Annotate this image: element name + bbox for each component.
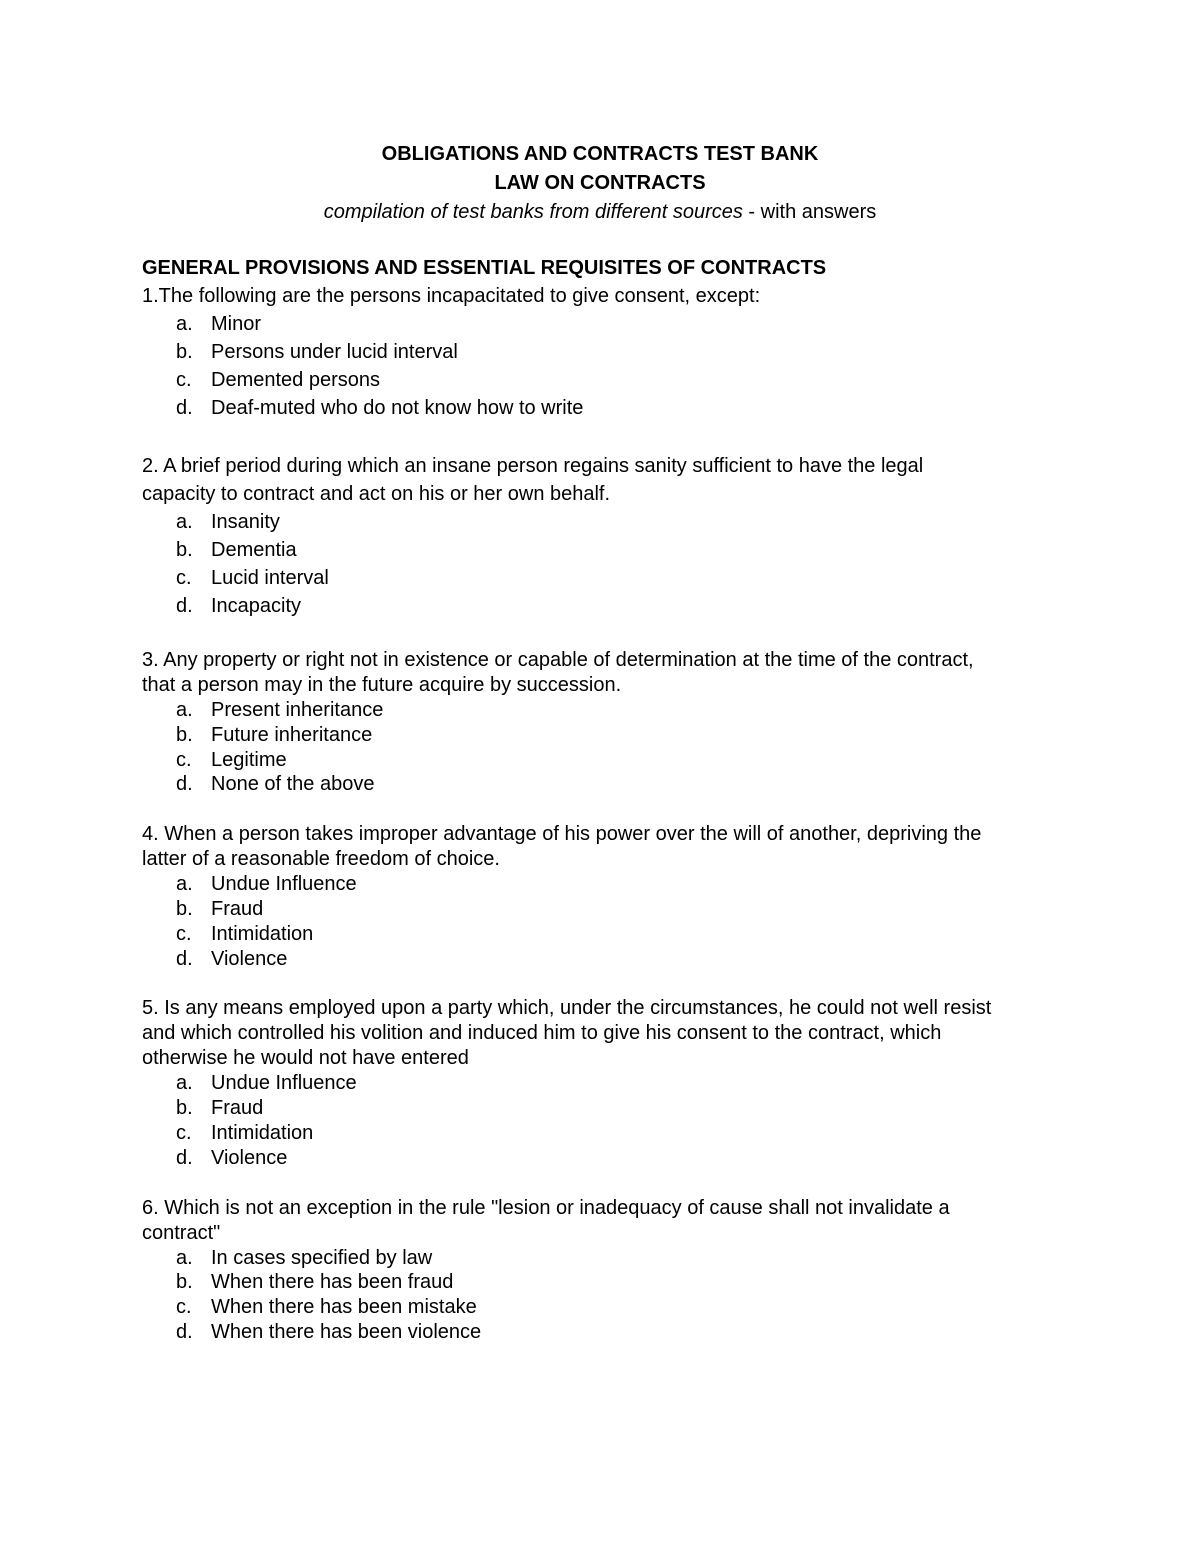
question-text: that a person may in the future acquire by succession. <box>142 674 622 696</box>
option-item <box>142 1246 1072 1271</box>
question-text: contract" <box>142 1221 221 1244</box>
option-item <box>142 366 1072 394</box>
question-text: latter of a reasonable freedom of choice. <box>142 848 500 871</box>
description-italic: compilation of test banks from different sources <box>323 201 743 223</box>
option-letter: a. <box>176 873 193 896</box>
question-text: and which controlled his volition and induced him to give his consent to the contract, which <box>142 1022 942 1045</box>
option-letter: b. <box>176 539 193 561</box>
option-letter: d. <box>176 773 193 796</box>
option-item <box>142 1071 1072 1096</box>
section-heading: GENERAL PROVISIONS AND ESSENTIAL REQUISITES OF CONTRACTS <box>142 257 827 279</box>
option-list <box>142 310 1072 422</box>
option-text: Insanity <box>211 511 280 533</box>
option-item <box>142 772 1072 797</box>
option-item <box>142 1096 1072 1121</box>
option-item <box>142 1270 1072 1295</box>
option-letter: c. <box>176 748 192 771</box>
option-item <box>142 394 1072 422</box>
document-title: OBLIGATIONS AND CONTRACTS TEST BANK <box>381 143 819 165</box>
question-4 <box>142 822 1072 971</box>
option-item <box>142 872 1072 897</box>
option-item <box>142 592 1072 620</box>
option-text: Persons under lucid interval <box>211 341 458 363</box>
question-6 <box>142 1196 1072 1345</box>
option-text: Violence <box>211 947 288 970</box>
option-item <box>142 338 1072 366</box>
option-letter: d. <box>176 947 193 970</box>
option-text: Present inheritance <box>211 699 384 721</box>
question-1 <box>142 282 1072 422</box>
option-letter: c. <box>176 369 192 391</box>
option-letter: c. <box>176 1121 192 1144</box>
option-text: Undue Influence <box>211 1072 357 1095</box>
option-text: Legitime <box>211 748 287 771</box>
option-text: Dementia <box>211 539 297 561</box>
option-text: Fraud <box>211 1097 264 1120</box>
option-item <box>142 748 1072 773</box>
question-3 <box>142 648 1072 797</box>
option-item <box>142 897 1072 922</box>
document-description <box>0 198 1200 227</box>
option-letter: c. <box>176 1296 192 1319</box>
option-text: Intimidation <box>211 922 314 945</box>
option-text: Deaf-muted who do not know how to write <box>211 397 584 419</box>
option-list <box>142 508 1072 620</box>
option-item <box>142 310 1072 338</box>
question-text: 5. Is any means employed upon a party which, under the circumstances, he could not well resist <box>142 997 992 1020</box>
option-text: Lucid interval <box>211 567 329 589</box>
option-letter: a. <box>176 699 193 721</box>
option-letter: a. <box>176 1246 193 1269</box>
option-text: None of the above <box>211 773 375 796</box>
question-text: 6. Which is not an exception in the rule "lesion or inadequacy of cause shall not invalidate a <box>142 1196 950 1219</box>
option-letter: a. <box>176 511 193 533</box>
option-text: In cases specified by law <box>211 1246 433 1269</box>
option-letter: d. <box>176 1320 193 1343</box>
question-text: 4. When a person takes improper advantage of his power over the will of another, depriving the <box>142 823 982 846</box>
option-letter: b. <box>176 1271 193 1294</box>
question-text: 1.The following are the persons incapacitated to give consent, except: <box>142 285 761 307</box>
question-text: 3. Any property or right not in existence or capable of determination at the time of the contract, <box>142 649 974 671</box>
option-item <box>142 922 1072 947</box>
option-item <box>142 723 1072 748</box>
option-text: Fraud <box>211 897 264 920</box>
question-text: 2. A brief period during which an insane person regains sanity sufficient to have the legal <box>142 455 924 477</box>
question-text: otherwise he would not have entered <box>142 1047 469 1070</box>
option-text: Undue Influence <box>211 873 357 896</box>
option-text: Minor <box>211 313 262 335</box>
option-list <box>142 1246 1072 1345</box>
option-letter: b. <box>176 1097 193 1120</box>
question-2 <box>142 452 1072 620</box>
option-letter: b. <box>176 723 193 746</box>
option-text: When there has been fraud <box>211 1271 454 1294</box>
option-letter: b. <box>176 341 193 363</box>
option-letter: d. <box>176 1146 193 1169</box>
description-rest: - with answers <box>742 201 877 223</box>
option-text: When there has been violence <box>211 1320 482 1343</box>
option-item <box>142 1121 1072 1146</box>
option-text: Intimidation <box>211 1121 314 1144</box>
option-letter: b. <box>176 897 193 920</box>
option-item <box>142 508 1072 536</box>
option-text: Incapacity <box>211 595 302 617</box>
option-item <box>142 1295 1072 1320</box>
option-item <box>142 698 1072 723</box>
option-item <box>142 1320 1072 1345</box>
option-item <box>142 947 1072 972</box>
option-letter: d. <box>176 397 193 419</box>
option-list <box>142 872 1072 971</box>
option-letter: c. <box>176 922 192 945</box>
option-item <box>142 1146 1072 1171</box>
option-letter: a. <box>176 1072 193 1095</box>
document-subtitle: LAW ON CONTRACTS <box>494 172 706 194</box>
option-text: Demented persons <box>211 369 380 391</box>
option-letter: a. <box>176 313 193 335</box>
option-letter: c. <box>176 567 192 589</box>
document-body <box>142 254 1072 1345</box>
option-text: Future inheritance <box>211 723 373 746</box>
option-list <box>142 698 1072 797</box>
document-header <box>0 140 1200 227</box>
option-item <box>142 564 1072 592</box>
option-list <box>142 1071 1072 1170</box>
option-text: When there has been mistake <box>211 1296 477 1319</box>
option-letter: d. <box>176 595 193 617</box>
option-text: Violence <box>211 1146 288 1169</box>
question-text: capacity to contract and act on his or her own behalf. <box>142 483 611 505</box>
option-item <box>142 536 1072 564</box>
question-5 <box>142 996 1072 1170</box>
